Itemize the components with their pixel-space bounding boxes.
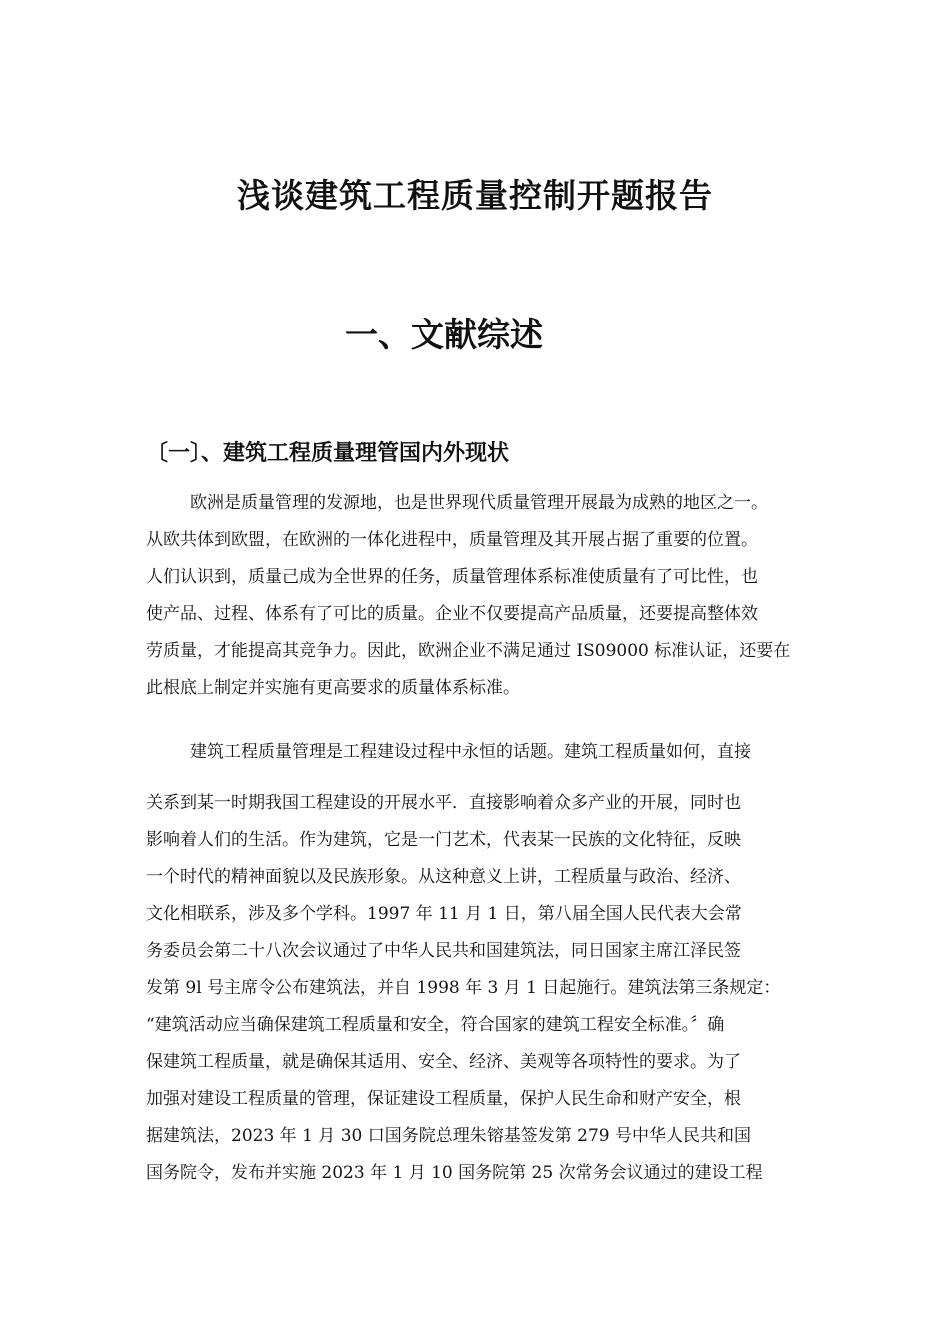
paragraph-europe-quality bbox=[146, 485, 836, 707]
paragraph-line: 使产品、过程、体系有了可比的质量。企业不仅要提高产品质量，还要提高整体效 bbox=[146, 604, 758, 624]
section-title: 〔一〕、建筑工程质量理管国内外现状 bbox=[146, 441, 510, 466]
paragraph-line: 文化相联系，涉及多个学科。1997 年 11 月 1 日，第八届全国人民代表大会常 bbox=[146, 904, 742, 924]
paragraph-line: 从欧共体到欧盟，在欧洲的一体化进程中，质量管理及其开展占据了重要的位置。 bbox=[146, 530, 758, 550]
paragraph-line: 欧洲是质量管理的发源地，也是世界现代质量管理开展最为成熟的地区之一。 bbox=[190, 493, 768, 513]
paragraph-line: 关系到某一时期我国工程建设的开展水平．直接影响着众多产业的开展，同时也 bbox=[146, 793, 741, 813]
paragraph-line: 国务院令，发布并实施 2023 年 1 月 10 国务院第 25 次常务会议通过的建设工程 bbox=[146, 1163, 763, 1183]
paragraph-line: 建筑工程质量管理是工程建设过程中永恒的话题。建筑工程质量如何，直接 bbox=[190, 742, 751, 762]
paragraph-line: 保建筑工程质量，就是确保其适用、安全、经济、美观等各项特性的要求。为了 bbox=[146, 1052, 741, 1072]
paragraph-line: “建筑活动应当确保建筑工程质量和安全，符合国家的建筑工程安全标准。〞确 bbox=[146, 1015, 725, 1035]
paragraph-line: 发第 9l 号主席令公布建筑法，并自 1998 年 3 月 1 日起施行。建筑法第三条规定： bbox=[146, 978, 781, 998]
paragraph-line: 据建筑法，2023 年 1 月 30 口国务院总理朱镕基签发第 279 号中华人民共和国 bbox=[146, 1126, 751, 1146]
chapter-title: 一、文献综述 bbox=[345, 315, 543, 354]
paragraph-line: 影响着人们的生活。作为建筑，它是一门艺术，代表某一民族的文化特征，反映 bbox=[146, 830, 741, 850]
paragraph-line: 加强对建设工程质量的管理，保证建设工程质量，保护人民生命和财产安全，根 bbox=[146, 1089, 741, 1109]
paragraph-line: 务委员会第二十八次会议通过了中华人民共和国建筑法，同日国家主席江泽民签 bbox=[146, 941, 741, 961]
paragraph-line: 此根底上制定并实施有更高要求的质量体系标准。 bbox=[146, 678, 520, 698]
paragraph-line: 人们认识到，质量己成为全世界的任务，质量管理体系标准使质量有了可比性，也 bbox=[146, 567, 758, 587]
paragraph-construction-quality bbox=[146, 734, 836, 1192]
paragraph-line: 一个时代的精神面貌以及民族形象。从这种意义上讲，工程质量与政治、经济、 bbox=[146, 867, 741, 887]
document-title: 浅谈建筑工程质量控制开题报告 bbox=[237, 176, 713, 215]
paragraph-line: 劳质量，才能提高其竞争力。因此，欧洲企业不满足通过 IS09000 标准认证，还要在 bbox=[146, 641, 791, 661]
